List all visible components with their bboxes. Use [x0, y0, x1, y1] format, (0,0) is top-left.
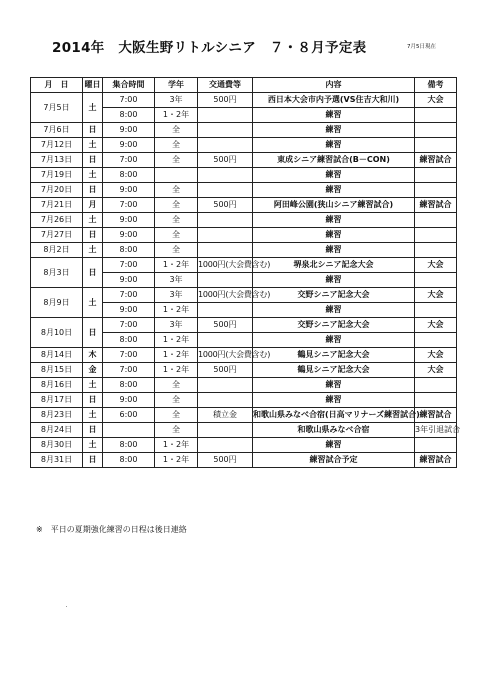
content-cell: 東成シニア練習試合(B－CON): [253, 153, 415, 168]
grade-cell: 全: [155, 408, 198, 423]
time-cell: 9:00: [103, 213, 155, 228]
remark-cell: 大会: [415, 258, 457, 273]
table-row: [31, 153, 457, 168]
remark-cell: 大会: [415, 318, 457, 333]
grade-cell: 1・2年: [155, 348, 198, 363]
weekday-cell: 土: [83, 408, 103, 423]
content-cell: 練習: [253, 303, 415, 318]
remark-cell: 3年引退試合: [415, 423, 457, 438]
weekday-cell: 日: [83, 153, 103, 168]
table-row: [31, 183, 457, 198]
fee-cell: 1000円(大会費含む): [198, 288, 253, 303]
weekday-cell: 日: [83, 393, 103, 408]
table-header-row: [31, 78, 457, 93]
grade-cell: 3年: [155, 288, 198, 303]
fee-cell: 500円: [198, 453, 253, 468]
content-cell: 練習: [253, 228, 415, 243]
column-header: 交通費等: [198, 78, 253, 93]
grade-cell: 3年: [155, 273, 198, 288]
fee-cell: [198, 438, 253, 453]
grade-cell: 1・2年: [155, 108, 198, 123]
remark-cell: [415, 183, 457, 198]
date-cell: 7月20日: [31, 183, 83, 198]
table-row: [31, 438, 457, 453]
weekday-cell: 土: [83, 213, 103, 228]
column-header: 備考: [415, 78, 457, 93]
date-cell: 8月24日: [31, 423, 83, 438]
weekday-cell: 土: [83, 288, 103, 318]
time-cell: 9:00: [103, 393, 155, 408]
content-cell: 練習: [253, 213, 415, 228]
date-cell: 8月16日: [31, 378, 83, 393]
scan-speck: [66, 606, 67, 607]
table-row: [31, 318, 457, 333]
table-row: [31, 243, 457, 258]
table-row: [31, 168, 457, 183]
time-cell: 7:00: [103, 258, 155, 273]
table-row: [31, 138, 457, 153]
remark-cell: [415, 378, 457, 393]
table-row: [31, 213, 457, 228]
time-cell: 8:00: [103, 243, 155, 258]
fee-cell: 500円: [198, 198, 253, 213]
content-cell: 練習: [253, 123, 415, 138]
time-cell: 9:00: [103, 138, 155, 153]
remark-cell: [415, 333, 457, 348]
grade-cell: 全: [155, 138, 198, 153]
date-cell: 8月9日: [31, 288, 83, 318]
remark-cell: [415, 243, 457, 258]
grade-cell: 全: [155, 393, 198, 408]
content-cell: 交野シニア記念大会: [253, 318, 415, 333]
remark-cell: [415, 138, 457, 153]
date-cell: 8月15日: [31, 363, 83, 378]
content-cell: 練習: [253, 138, 415, 153]
weekday-cell: 日: [83, 183, 103, 198]
weekday-cell: 土: [83, 138, 103, 153]
fee-cell: [198, 423, 253, 438]
schedule-table: [30, 77, 461, 468]
remark-cell: 大会: [415, 93, 457, 108]
time-cell: 9:00: [103, 228, 155, 243]
date-cell: 7月27日: [31, 228, 83, 243]
weekday-cell: 日: [83, 228, 103, 243]
column-header: 集合時間: [103, 78, 155, 93]
content-cell: 練習: [253, 168, 415, 183]
weekday-cell: 金: [83, 363, 103, 378]
fee-cell: 500円: [198, 318, 253, 333]
table-row: [31, 228, 457, 243]
date-cell: 8月17日: [31, 393, 83, 408]
grade-cell: 全: [155, 123, 198, 138]
table-row: [31, 123, 457, 138]
fee-cell: [198, 183, 253, 198]
weekday-cell: 土: [83, 438, 103, 453]
content-cell: 練習: [253, 108, 415, 123]
grade-cell: 全: [155, 423, 198, 438]
remark-cell: 練習試合: [415, 153, 457, 168]
content-cell: 西日本大会市内予選(VS住吉大和川): [253, 93, 415, 108]
grade-cell: 1・2年: [155, 438, 198, 453]
date-cell: 7月12日: [31, 138, 83, 153]
table-row: [31, 288, 457, 303]
grade-cell: 全: [155, 243, 198, 258]
time-cell: 7:00: [103, 93, 155, 108]
grade-cell: 1・2年: [155, 333, 198, 348]
time-cell: 6:00: [103, 408, 155, 423]
content-cell: 練習試合予定: [253, 453, 415, 468]
time-cell: 7:00: [103, 198, 155, 213]
fee-cell: [198, 168, 253, 183]
date-cell: 8月30日: [31, 438, 83, 453]
column-header: 学年: [155, 78, 198, 93]
fee-cell: [198, 228, 253, 243]
table-row: [31, 378, 457, 393]
date-cell: 7月21日: [31, 198, 83, 213]
grade-cell: 1・2年: [155, 303, 198, 318]
grade-cell: 1・2年: [155, 453, 198, 468]
time-cell: 7:00: [103, 288, 155, 303]
content-cell: 練習: [253, 273, 415, 288]
fee-cell: [198, 378, 253, 393]
remark-cell: [415, 123, 457, 138]
table-row: [31, 423, 457, 438]
remark-cell: [415, 438, 457, 453]
remark-cell: [415, 393, 457, 408]
time-cell: [103, 423, 155, 438]
date-cell: 8月10日: [31, 318, 83, 348]
remark-cell: 練習試合: [415, 198, 457, 213]
remark-cell: [415, 168, 457, 183]
time-cell: 7:00: [103, 348, 155, 363]
content-cell: 和歌山県みなべ合宿: [253, 423, 415, 438]
remark-cell: 大会: [415, 288, 457, 303]
grade-cell: 全: [155, 213, 198, 228]
table-row: [31, 393, 457, 408]
grade-cell: 全: [155, 183, 198, 198]
fee-cell: [198, 273, 253, 288]
grade-cell: 1・2年: [155, 258, 198, 273]
remark-cell: 練習試合: [415, 408, 457, 423]
remark-cell: [415, 303, 457, 318]
remark-cell: [415, 273, 457, 288]
fee-cell: [198, 393, 253, 408]
schedule-body: [31, 93, 461, 468]
content-cell: 和歌山県みなべ合宿(日高マリナーズ練習試合): [253, 408, 415, 423]
date-cell: 8月31日: [31, 453, 83, 468]
fee-cell: [198, 213, 253, 228]
content-cell: 鶴見シニア記念大会: [253, 348, 415, 363]
weekday-cell: 日: [83, 423, 103, 438]
fee-cell: [198, 138, 253, 153]
weekday-cell: 土: [83, 243, 103, 258]
remark-cell: 練習試合: [415, 453, 457, 468]
grade-cell: 全: [155, 153, 198, 168]
content-cell: 練習: [253, 438, 415, 453]
time-cell: 9:00: [103, 303, 155, 318]
date-cell: 7月26日: [31, 213, 83, 228]
weekday-cell: 日: [83, 453, 103, 468]
time-cell: 8:00: [103, 453, 155, 468]
remark-cell: [415, 108, 457, 123]
weekday-cell: 土: [83, 168, 103, 183]
time-cell: 7:00: [103, 318, 155, 333]
content-cell: 練習: [253, 378, 415, 393]
grade-cell: 3年: [155, 318, 198, 333]
content-cell: 阿田峰公園(狭山シニア練習試合): [253, 198, 415, 213]
content-cell: 堺泉北シニア記念大会: [253, 258, 415, 273]
content-cell: 練習: [253, 183, 415, 198]
date-cell: 8月14日: [31, 348, 83, 363]
time-cell: 9:00: [103, 273, 155, 288]
grade-cell: 全: [155, 228, 198, 243]
time-cell: 8:00: [103, 438, 155, 453]
date-cell: 7月5日: [31, 93, 83, 123]
column-header: 月 日: [31, 78, 83, 93]
weekday-cell: 木: [83, 348, 103, 363]
column-header: 曜日: [83, 78, 103, 93]
grade-cell: 全: [155, 198, 198, 213]
grade-cell: 全: [155, 378, 198, 393]
table-row: [31, 258, 457, 273]
time-cell: 8:00: [103, 333, 155, 348]
weekday-cell: 日: [83, 318, 103, 348]
weekday-cell: 月: [83, 198, 103, 213]
fee-cell: 1000円(大会費含む): [198, 348, 253, 363]
fee-cell: [198, 243, 253, 258]
weekday-cell: 土: [83, 93, 103, 123]
column-header: 内容: [253, 78, 415, 93]
weekday-cell: 土: [83, 378, 103, 393]
grade-cell: 1・2年: [155, 363, 198, 378]
page-title: 2014年 大阪生野リトルシニア ７・８月予定表: [52, 40, 367, 56]
time-cell: 8:00: [103, 108, 155, 123]
table-row: [31, 348, 457, 363]
time-cell: 8:00: [103, 378, 155, 393]
table-row: [31, 93, 457, 108]
grade-cell: 3年: [155, 93, 198, 108]
date-cell: 7月6日: [31, 123, 83, 138]
fee-cell: 1000円(大会費含む): [198, 258, 253, 273]
content-cell: 練習: [253, 333, 415, 348]
fee-cell: [198, 123, 253, 138]
time-cell: 9:00: [103, 123, 155, 138]
content-cell: 練習: [253, 243, 415, 258]
grade-cell: [155, 168, 198, 183]
footnote: ※ 平日の夏期強化練習の日程は後日連絡: [36, 525, 187, 534]
time-cell: 9:00: [103, 183, 155, 198]
table-row: [31, 453, 457, 468]
weekday-cell: 日: [83, 258, 103, 288]
fee-cell: [198, 108, 253, 123]
fee-cell: 積立金: [198, 408, 253, 423]
table-row: [31, 408, 457, 423]
time-cell: 7:00: [103, 363, 155, 378]
fee-cell: [198, 303, 253, 318]
content-cell: 鶴見シニア記念大会: [253, 363, 415, 378]
fee-cell: [198, 333, 253, 348]
table-row: [31, 363, 457, 378]
weekday-cell: 日: [83, 123, 103, 138]
fee-cell: 500円: [198, 93, 253, 108]
time-cell: 8:00: [103, 168, 155, 183]
fee-cell: 500円: [198, 153, 253, 168]
content-cell: 交野シニア記念大会: [253, 288, 415, 303]
date-cell: 8月23日: [31, 408, 83, 423]
as-of-date: 7月5日現在: [407, 44, 436, 50]
date-cell: 8月2日: [31, 243, 83, 258]
date-cell: 7月13日: [31, 153, 83, 168]
fee-cell: 500円: [198, 363, 253, 378]
table-row: [31, 198, 457, 213]
date-cell: 7月19日: [31, 168, 83, 183]
remark-cell: [415, 228, 457, 243]
date-cell: 8月3日: [31, 258, 83, 288]
content-cell: 練習: [253, 393, 415, 408]
remark-cell: 大会: [415, 363, 457, 378]
remark-cell: [415, 213, 457, 228]
remark-cell: 大会: [415, 348, 457, 363]
time-cell: 7:00: [103, 153, 155, 168]
